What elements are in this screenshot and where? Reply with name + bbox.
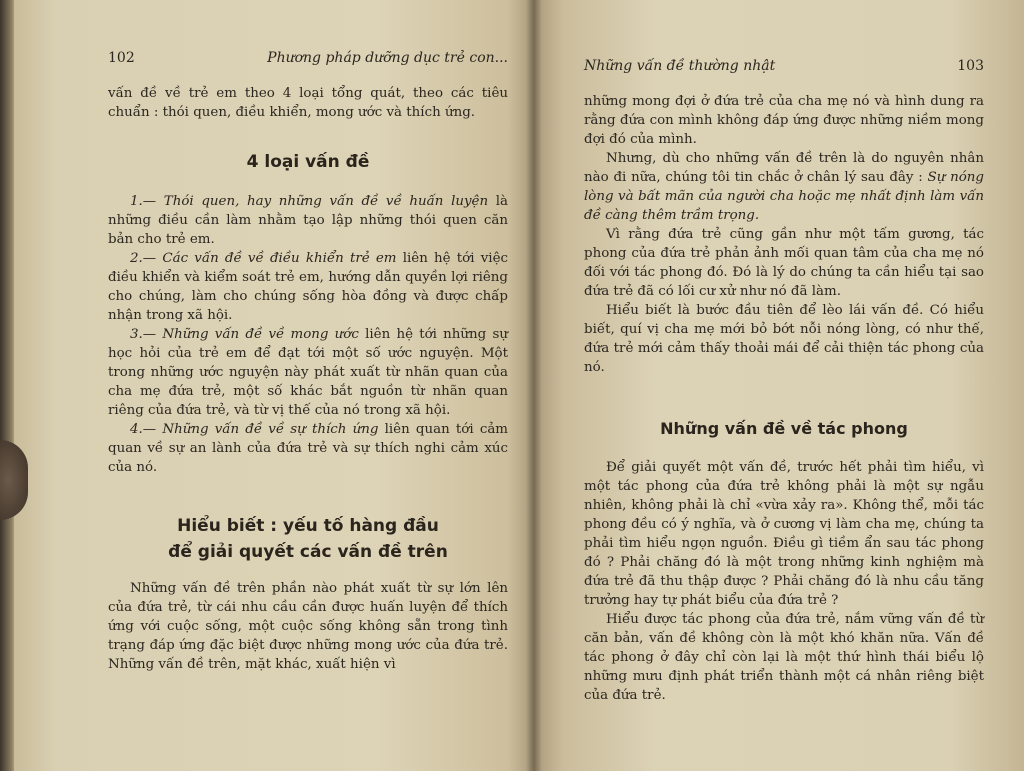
running-title: Phương pháp dưỡng dục trẻ con... bbox=[267, 50, 508, 66]
list-item: 1.— Thói quen, hay những vấn đề về huấn luyện là những điều cần làm nhằm tạo lập những thói quen căn bản cho trẻ em. bbox=[108, 194, 508, 247]
body-paragraph: Nhưng, dù cho những vấn đề trên là do nguyên nhân nào đi nữa, chúng tôi tin chắc ở chân lý sau đây : Sự nóng lòng và bất mãn của người cha hoặc mẹ nhất định làm vấn đề càng thêm trầm trọng. bbox=[584, 151, 984, 223]
list-item: 2.— Các vấn đề về điều khiển trẻ em liên hệ tới việc điều khiển và kiểm soát trẻ em, hướng dẫn quyền lợi riêng cho chúng, làm cho chúng sống hòa đồng và được chấp nhận trong xã hội. bbox=[108, 251, 508, 323]
body-paragraph: Vì rằng đứa trẻ cũng gần như một tấm gương, tác phong của đứa trẻ phản ảnh mối quan tâm của cha mẹ nó đối với tác phong đó. Đó là lý do chúng ta cần hiểu tại sao đứa trẻ đã có lối cư xử như nó đã làm. bbox=[584, 227, 984, 299]
body-paragraph: Những vấn đề trên phần nào phát xuất từ sự lớn lên của đứa trẻ, từ cái nhu cầu cần được huấn luyện để thích ứng với cuộc sống, một cuộc sống không sẵn trong tình trạng đáp ứng đặc biệt được những mong ước của đứa trẻ. Những vấn đề trên, mặt khác, xuất hiện vì bbox=[108, 581, 508, 672]
intro-text: vấn đề về trẻ em theo 4 loại tổng quát, theo các tiêu chuẩn : thói quen, điều khiển, mong ước và thích ứng. bbox=[108, 86, 508, 120]
page-number: 103 bbox=[957, 58, 984, 74]
list-item: 3.— Những vấn đề về mong ước liên hệ tới những sự học hỏi của trẻ em để đạt tới một số ước nguyện. Một trong những ước nguyện này phát xuất từ nhãn quan của cha mẹ đứa trẻ, một số khác bắt nguồn từ nhãn quan riêng của đứa trẻ, và từ vị thế của nó trong xã hội. bbox=[108, 327, 508, 418]
right-page-header bbox=[584, 58, 984, 74]
body-paragraph: những mong đợi ở đứa trẻ của cha mẹ nó và hình dung ra rằng đứa con mình không đáp ứng được những niềm mong đợi đó của mình. bbox=[584, 94, 984, 147]
section-heading: Hiểu biết : yếu tố hàng đầu để giải quyết các vấn đề trên bbox=[168, 516, 448, 562]
body-paragraph: Hiểu biết là bước đầu tiên để lèo lái vấn đề. Có hiểu biết, quí vị cha mẹ mới bỏ bớt nỗi nóng lòng, có như thế, đứa trẻ mới cảm thấy thoải mái để cải thiện tác phong của nó. bbox=[584, 303, 984, 375]
left-page-header bbox=[108, 50, 508, 66]
list-item: 4.— Những vấn đề về sự thích ứng liên quan tới cảm quan về sự an lành của đứa trẻ và sự thích nghi cảm xúc của nó. bbox=[108, 422, 508, 475]
book-gutter bbox=[526, 0, 542, 771]
section-heading: 4 loại vấn đề bbox=[246, 152, 370, 172]
body-paragraph: Để giải quyết một vấn đề, trước hết phải tìm hiểu, vì một tác phong của đứa trẻ không phải là một sự ngẫu nhiên, không phải là chỉ «vừa xảy ra». Không thể, mỗi tác phong đều có ý nghĩa, và ở cương vị làm cha mẹ, chúng ta phải tìm hiểu ngọn nguồn. Điều gì tiềm ẩn sau tác phong đó ? Phải chăng đó là một trong những kinh nghiệm mà đứa trẻ đã thu thập được ? Phải chăng đó là nhu cầu tăng trưởng hay tự phát biểu của đứa trẻ ? bbox=[584, 460, 984, 608]
left-page bbox=[14, 0, 534, 771]
right-page bbox=[534, 0, 1024, 771]
running-title: Những vấn đề thường nhật bbox=[584, 58, 776, 74]
page-number: 102 bbox=[108, 50, 135, 66]
section-heading: Những vấn đề về tác phong bbox=[660, 419, 908, 438]
body-paragraph: Hiểu được tác phong của đứa trẻ, nắm vững vấn đề từ căn bản, vấn đề không còn là một khó khăn nữa. Vấn đề tác phong ở đây chỉ còn lại là một thứ hình thái biểu lộ những mưu định phát triển thành một cá nhân riêng biệt của đứa trẻ. bbox=[584, 612, 984, 703]
